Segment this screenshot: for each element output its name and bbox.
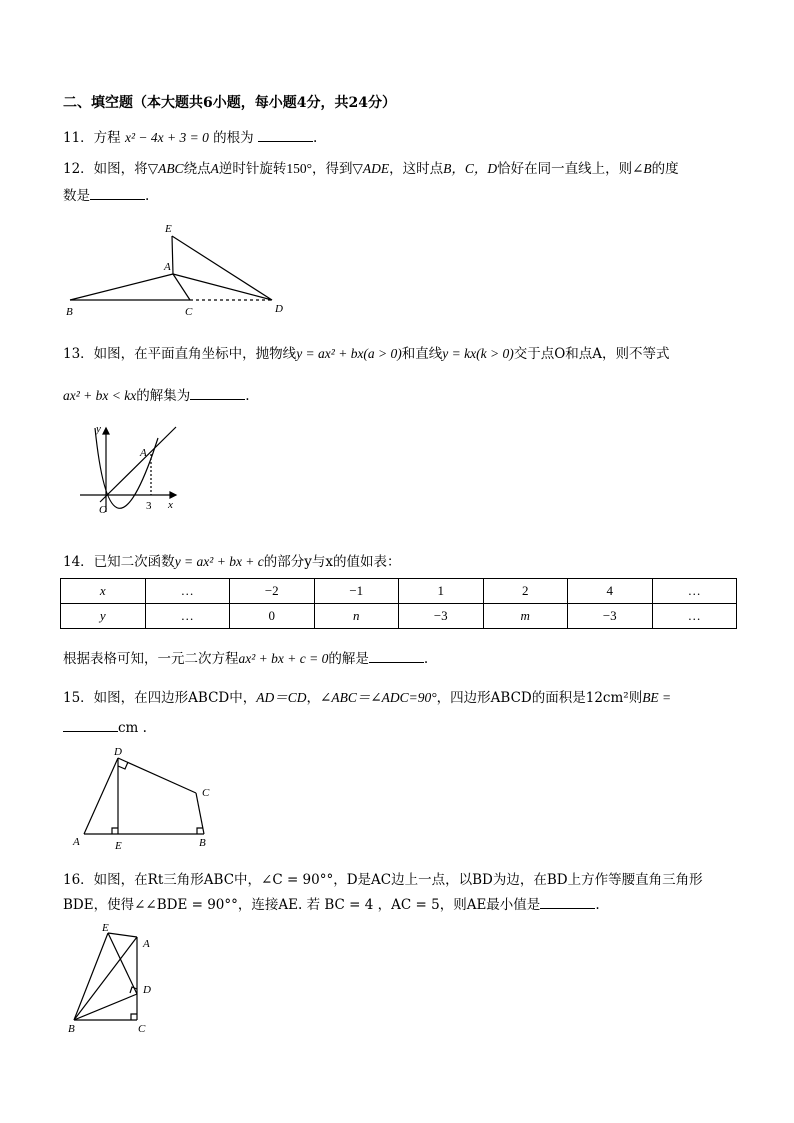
q13-label-x: x	[168, 499, 173, 511]
q13-text: 的解集为	[136, 388, 191, 404]
q16-label-b: B	[68, 1023, 75, 1035]
table-cell: 4	[568, 579, 653, 604]
q14-formula: y = ax² + bx + c	[174, 554, 264, 569]
table-cell: −2	[230, 579, 315, 604]
q15-area: 12cm²	[585, 690, 629, 706]
q15-prefix: 15．如图，在四边形ABCD中，	[63, 690, 257, 706]
q13-label-a: A	[140, 447, 147, 459]
q13-label-o: O	[99, 504, 107, 516]
q15-label-d: D	[114, 746, 122, 758]
q15-label-e: E	[115, 840, 122, 852]
q13-inequality: ax² + bx < kx	[63, 388, 137, 403]
q12-text: ，得到	[311, 161, 353, 177]
table-cell: …	[145, 579, 230, 604]
q15-text: ，四边形ABCD的面积是	[436, 690, 586, 706]
q13-label-y: y	[96, 423, 101, 435]
q16-line2: BDE，使得∠∠BDE = 90°°，连接AE. 若 BC = 4 ，AC = 5，则AE最小值是	[63, 897, 541, 913]
q15-label-b: B	[199, 837, 206, 849]
q12-end: .	[145, 188, 150, 204]
q15-text: ，	[306, 690, 321, 706]
table-cell: 1	[399, 579, 484, 604]
q12-point-a: A	[210, 161, 219, 176]
q12-label-c: C	[185, 306, 193, 318]
section-heading: 二、填空题（本大题共6小题，每小题4分，共24分）	[63, 95, 396, 111]
q12-angle-b: ∠B	[632, 161, 652, 176]
q15-condition-1: AD＝CD	[256, 690, 307, 705]
q15-unit: cm .	[118, 720, 147, 736]
q13-line: y = kx(k > 0)	[442, 346, 514, 361]
q16-label-e: E	[102, 922, 109, 934]
q12-text: 逆时针旋转	[218, 161, 287, 177]
q12-triangle-abc: ▽ABC	[147, 161, 184, 176]
table-cell: …	[145, 604, 230, 629]
q16-end: .	[595, 897, 600, 913]
q12-prefix: 12．如图，将	[63, 161, 148, 177]
q15-text: 则	[628, 690, 643, 706]
q15-label-a: A	[73, 836, 80, 848]
table-cell: 2	[483, 579, 568, 604]
q12-line2: 数是	[63, 188, 90, 204]
q13-text: 和直线	[401, 346, 443, 362]
q14-text: 的解是	[328, 651, 369, 667]
q11-end: .	[312, 130, 318, 146]
q12-angle: 150°	[286, 161, 312, 176]
q16-line1: 16．如图，在Rt三角形ABC中，∠C = 90°°，D是AC边上一点，以BD为边，在BD上方作等腰直角三角形	[63, 872, 703, 888]
q15-label-c: C	[202, 787, 210, 799]
q13-suffix: 交于点O和点A，则不等式	[513, 346, 670, 362]
table-cell: −1	[314, 579, 399, 604]
q16-label-c: C	[138, 1023, 146, 1035]
q14-prefix: 14．已知二次函数	[63, 554, 175, 570]
table-cell: m	[483, 604, 568, 629]
q16-segment-be	[74, 933, 108, 1020]
q15-ask: BE =	[642, 690, 672, 705]
q15-condition-2: ∠ABC＝∠ADC=90°	[320, 690, 437, 705]
table-cell: …	[652, 604, 737, 629]
table-cell: −3	[399, 604, 484, 629]
q16-label-a: A	[143, 938, 150, 950]
q12-label-d: D	[275, 303, 283, 315]
q12-label-b: B	[66, 306, 73, 318]
q13-parabola: y = ax² + bx(a > 0)	[296, 346, 402, 361]
q14-suffix: 的部分y与x的值如表：	[263, 554, 401, 570]
q14-text: 根据表格可知，一元二次方程	[63, 651, 239, 667]
table-cell: −3	[568, 604, 653, 629]
q11-formula: x² − 4x + 3 = 0	[124, 130, 209, 145]
table-cell: x	[61, 579, 146, 604]
table-cell: n	[314, 604, 399, 629]
q12-text: ，这时点	[389, 161, 444, 177]
table-cell: 0	[230, 604, 315, 629]
q12-text: 绕点	[183, 161, 211, 177]
q16-label-d: D	[143, 984, 151, 996]
q16-right-angle-c	[131, 1014, 137, 1020]
q13-label-3: 3	[146, 500, 152, 512]
q14-end: .	[423, 651, 429, 667]
table-cell: y	[61, 604, 146, 629]
q12-text: 的度	[651, 161, 679, 177]
q13-end: .	[245, 388, 250, 404]
q11-suffix: 的根为	[213, 130, 254, 146]
q13-prefix: 13．如图，在平面直角坐标中，抛物线	[63, 346, 297, 362]
q11-prefix: 11．方程	[63, 130, 121, 146]
q12-label-a: A	[164, 261, 171, 273]
q16-segment-ea	[108, 933, 137, 937]
q14-equation: ax² + bx + c = 0	[238, 651, 329, 666]
q12-points: B，C，D	[443, 161, 498, 176]
table-cell: …	[652, 579, 737, 604]
q12-text: 恰好在同一直线上，则	[497, 161, 633, 177]
q12-triangle-ade: ▽ADE	[352, 161, 390, 176]
q12-label-e: E	[165, 223, 172, 235]
